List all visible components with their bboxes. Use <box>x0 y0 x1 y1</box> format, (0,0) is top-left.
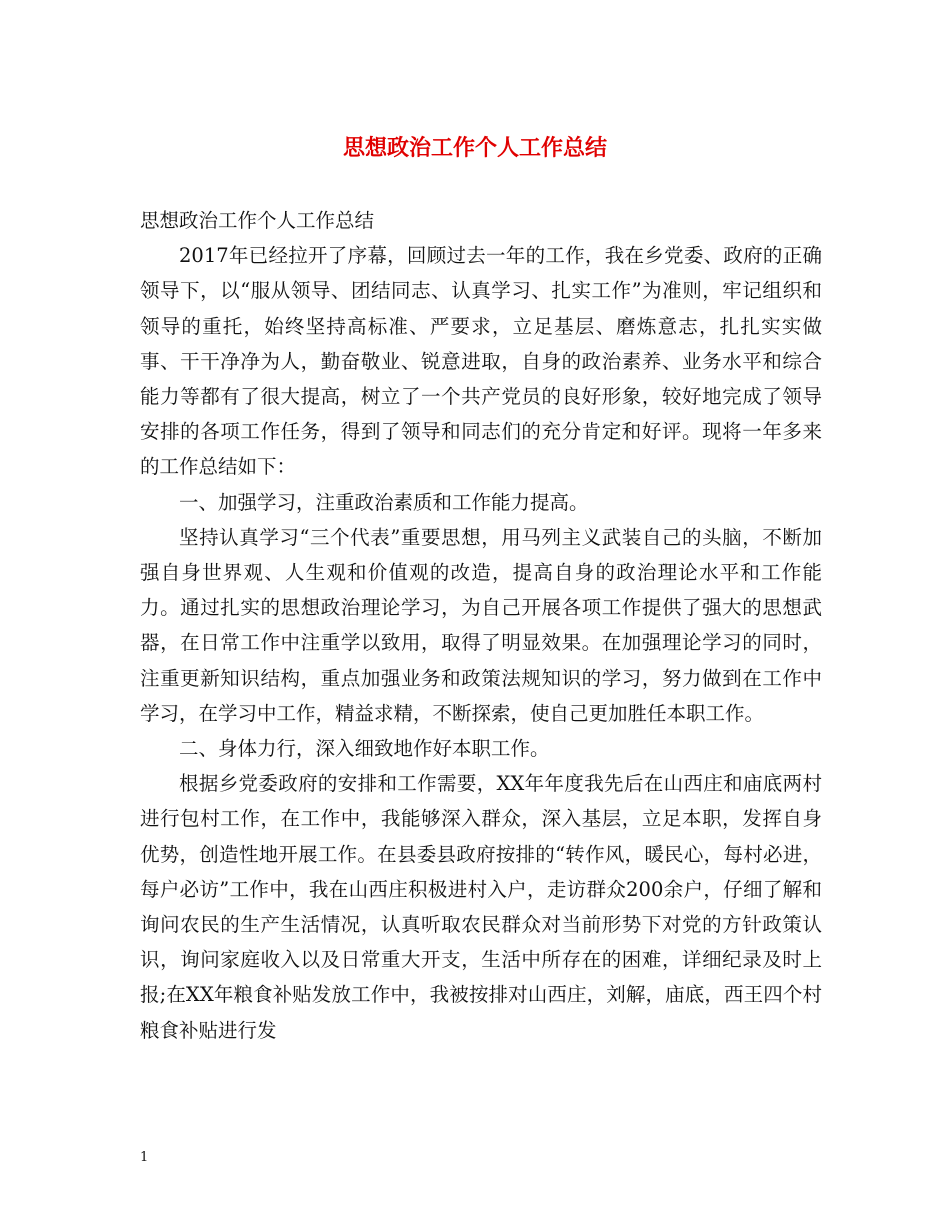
paragraph-section-2: 根据乡党委政府的安排和工作需要，XX年年度我先后在山西庄和庙底两村进行包村工作，在工作中，我能够深入群众，深入基层，立足本职，发挥自身优势，创造性地开展工作。在县委县政府按排的“转作风，暖民心，每村必进，每户必访”工作中，我在山西庄积极进村入户，走访群众200余户，仔细了解和询问农民的生产生活情况，认真听取农民群众对当前形势下对党的方针政策认识，询问家庭收入以及日常重大开支，生活中所存在的困难，详细纪录及时上报;在XX年粮食补贴发放工作中，我被按排对山西庄，刘解，庙底，西王四个村粮食补贴进行发 <box>140 772 822 1042</box>
section-heading-2: 二、身体力行，深入细致地作好本职工作。 <box>179 737 550 761</box>
paragraph-heading: 思想政治工作个人工作总结 <box>140 209 375 232</box>
document-body <box>140 203 822 1048</box>
page-number: 1 <box>140 1150 149 1165</box>
paragraph-section-1: 坚持认真学习“三个代表”重要思想，用马列主义武装自己的头脑，不断加强自身世界观、人生观和价值观的改造，提高自身的政治理论水平和工作能力。通过扎实的思想政治理论学习，为自己开展各项工作提供了强大的思想武器，在日常工作中注重学以致用，取得了明显效果。在加强理论学习的同时，注重更新知识结构，重点加强业务和政策法规知识的学习，努力做到在工作中学习，在学习中工作，精益求精，不断探索，使自己更加胜任本职工作。 <box>140 525 822 725</box>
paragraph-intro: 2017年已经拉开了序幕，回顾过去一年的工作，我在乡党委、政府的正确领导下，以“服从领导、团结同志、认真学习、扎实工作”为准则，牢记组织和领导的重托，始终坚持高标准、严要求，立足基层、磨炼意志，扎扎实实做事、干干净净为人，勤奋敬业、锐意进取，自身的政治素养、业务水平和综合能力等都有了很大提高，树立了一个共产党员的良好形象，较好地完成了领导安排的各项工作任务，得到了领导和同志们的充分肯定和好评。现将一年多来的工作总结如下： <box>140 244 822 479</box>
section-heading-1: 一、加强学习，注重政治素质和工作能力提高。 <box>179 490 589 514</box>
document-title: 思想政治工作个人工作总结 <box>342 135 607 161</box>
